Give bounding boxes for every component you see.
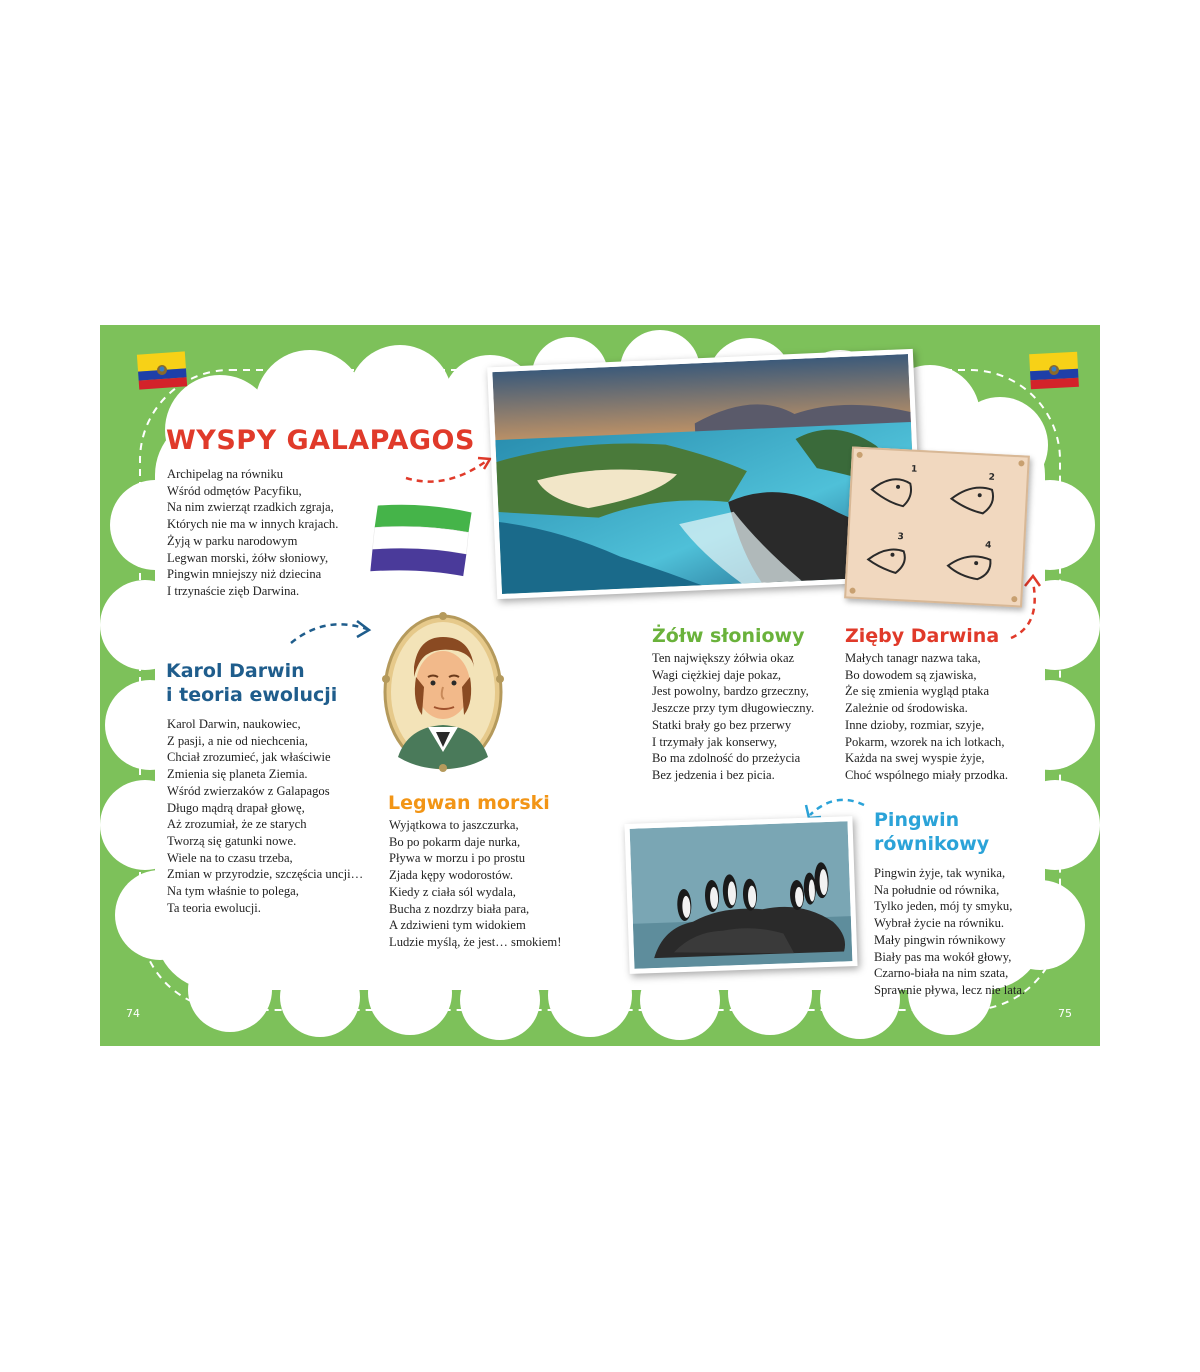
pingwin-poem — [874, 865, 1025, 999]
poem-line: Pokarm, wzorek na ich lotkach, — [845, 734, 1005, 749]
poem-line: Wśród odmętów Pacyfiku, — [167, 483, 302, 498]
poem-line: Że się zmienia wygląd ptaka — [845, 684, 990, 699]
poem-line: Czarno-biała na nim szata, — [874, 966, 1009, 981]
arrow-to-darwin-icon — [285, 615, 375, 655]
poem-line: Karol Darwin, naukowiec, — [167, 717, 301, 731]
pingwin-heading-line: równikowy — [874, 833, 990, 855]
finch-number-4: 4 — [984, 540, 992, 551]
ecuador-flag-left-icon — [136, 349, 188, 391]
finches-card — [844, 446, 1030, 607]
zieby-heading: Zięby Darwina — [845, 625, 1000, 647]
poem-line: Choć wspólnego miały przodka. — [845, 767, 1008, 782]
poem-line: Z pasji, a nie od niechcenia, — [167, 733, 308, 748]
pingwin-heading-line: Pingwin — [874, 809, 960, 831]
poem-line: Każda na swej wyspie żyje, — [845, 751, 985, 766]
finch-beaks-illustration — [846, 449, 1028, 606]
zolw-heading: Żółw słoniowy — [652, 625, 805, 647]
finch-number-2: 2 — [988, 472, 996, 483]
poem-line: Jest powolny, bardzo grzeczny, — [652, 684, 809, 699]
legwan-poem — [389, 817, 561, 951]
poem-line: Archipelag na równiku — [167, 467, 284, 481]
poem-line: Zmienia się planeta Ziemia. — [167, 767, 308, 782]
poem-line: Pływa w morzu i po prostu — [389, 851, 526, 866]
poem-line: Zmian w przyrodzie, szczęścia uncji… — [167, 867, 364, 882]
poem-line: Zależnie od środowiska. — [845, 701, 968, 716]
darwin-heading-line: Karol Darwin — [166, 660, 305, 682]
poem-line: Bucha z nozdrzy biała para, — [389, 901, 530, 916]
poem-line: Na południe od równika, — [874, 882, 1000, 897]
poem-line: Żyją w parku narodowym — [167, 533, 298, 548]
poem-line: I trzynaście zięb Darwina. — [167, 583, 300, 598]
poem-line: Małych tanagr nazwa taka, — [845, 651, 981, 665]
poem-line: Bez jedzenia i bez picia. — [652, 767, 775, 782]
poem-line: Wybrał życie na równiku. — [874, 916, 1005, 931]
poem-line: Kiedy z ciała sól wydala, — [389, 884, 516, 899]
darwin-heading-line: i teoria ewolucji — [166, 684, 338, 706]
darwin-portrait — [378, 607, 508, 777]
poem-line: Na nim zwierząt rzadkich zgraja, — [167, 500, 334, 515]
intro-poem — [167, 466, 338, 600]
ecuador-flag-right-icon — [1028, 349, 1080, 391]
poem-line: Pingwin żyje, tak wynika, — [874, 866, 1006, 880]
legwan-heading: Legwan morski — [388, 792, 550, 814]
page-title: WYSPY GALAPAGOS — [166, 425, 475, 456]
darwin-heading — [166, 659, 337, 707]
poem-line: Ludzie myślą, że jest… smokiem! — [389, 934, 562, 949]
poem-line: Bo ma zdolność do przeżycia — [652, 751, 801, 766]
poem-line: Inne dzioby, rozmiar, szyje, — [845, 717, 985, 732]
page-number-left: 74 — [126, 1007, 140, 1020]
finch-number-3: 3 — [897, 531, 904, 543]
poem-line: Pingwin mniejszy niż dziecina — [167, 567, 322, 582]
poem-line: Wyjątkowa to jaszczurka, — [389, 818, 519, 832]
poem-line: Długo mądrą drapał głowę, — [167, 800, 305, 815]
poem-line: Wśród zwierzaków z Galapagos — [167, 783, 330, 798]
book-spread — [100, 325, 1100, 1046]
poem-line: Sprawnie pływa, lecz nie lata. — [874, 982, 1026, 997]
pingwin-heading — [874, 808, 989, 856]
penguins-image — [630, 821, 853, 969]
page-number-right: 75 — [1058, 1007, 1072, 1020]
poem-line: Statki brały go bez przerwy — [652, 717, 792, 732]
poem-line: Bo dowodem są zjawiska, — [845, 667, 977, 682]
arrow-to-photo-icon — [400, 450, 495, 490]
poem-line: Ten największy żółwia okaz — [652, 651, 795, 665]
poem-line: Wagi ciężkiej daje pokaz, — [652, 667, 782, 682]
poem-line: Wiele na to czasu trzeba, — [167, 850, 293, 865]
poem-line: Zjada kępy wodorostów. — [389, 868, 514, 883]
galapagos-flag-icon — [368, 500, 478, 582]
poem-line: Bo po pokarm daje nurka, — [389, 834, 521, 849]
poem-line: Jeszcze przy tym długowieczny. — [652, 701, 815, 716]
poem-line: Chciał zrozumieć, jak właściwie — [167, 750, 331, 765]
poem-line: Mały pingwin równikowy — [874, 932, 1006, 947]
poem-line: A zdziwieni tym widokiem — [389, 918, 526, 933]
penguins-photo — [624, 816, 857, 974]
zieby-poem — [845, 650, 1008, 784]
finch-number-1: 1 — [910, 464, 918, 475]
poem-line: Biały pas ma wokół głowy, — [874, 949, 1012, 964]
poem-line: Których nie ma w innych krajach. — [167, 517, 339, 532]
poem-line: Tworzą się gatunki nowe. — [167, 833, 297, 848]
poem-line: Tylko jeden, mój ty smyku, — [874, 899, 1013, 914]
poem-line: I trzymały jak konserwy, — [652, 734, 778, 749]
zolw-poem — [652, 650, 814, 784]
poem-line: Legwan morski, żółw słoniowy, — [167, 550, 329, 565]
poem-line: Aż zrozumiał, że ze starych — [167, 817, 307, 832]
poem-line: Na tym właśnie to polega, — [167, 884, 299, 899]
darwin-poem — [167, 716, 363, 916]
poem-line: Ta teoria ewolucji. — [167, 900, 261, 915]
